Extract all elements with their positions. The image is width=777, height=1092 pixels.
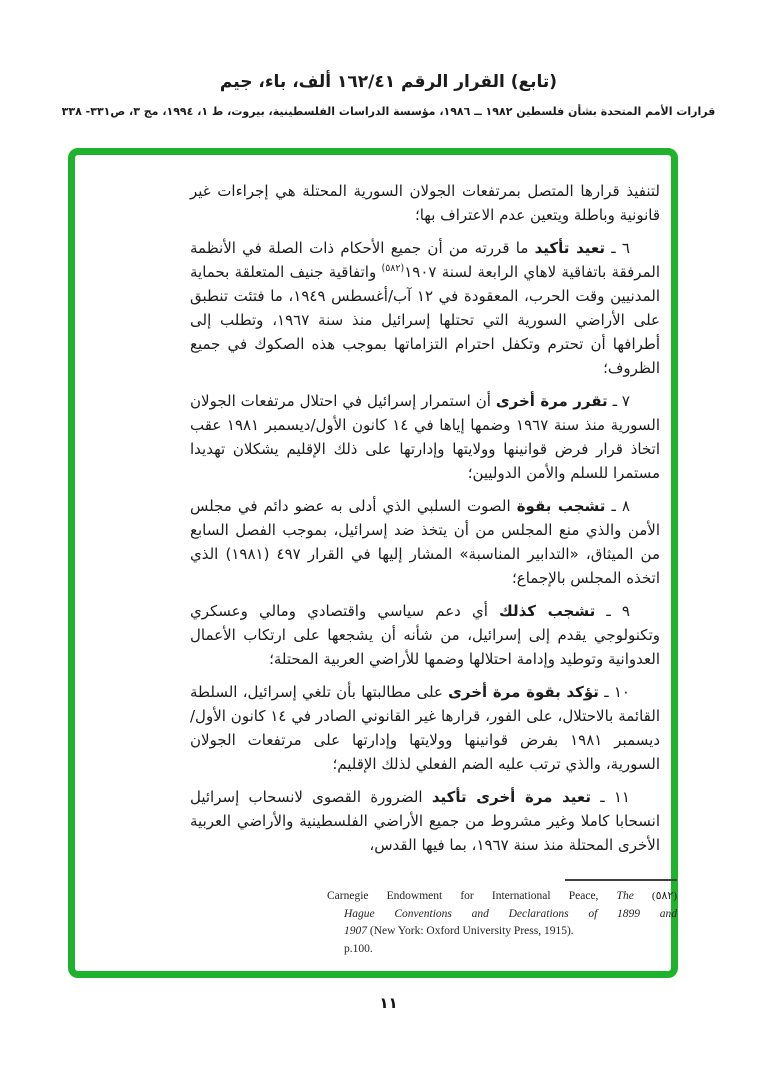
footnote-block xyxy=(327,879,677,958)
paragraph-number: ٨ ـ xyxy=(611,497,630,515)
resolution-text-body xyxy=(190,179,660,866)
paragraph-text: الصوت السلبي الذي أدلى به عضو دائم في مجلس الأمن والذي منع المجلس من أن يتخذ ضد إسرائيل، بموجب الفصل السابع من الميثاق، «التدابير المناسبة» المشار إليها في القرار ٤٩٧ (١٩٨١) الذي اتخذه المجلس بالإجماع؛ xyxy=(190,497,660,587)
paragraph-number: ٧ ـ xyxy=(612,392,630,410)
paragraph-lead: تعيد تأكيد xyxy=(534,239,605,257)
paragraph-lead: تشجب كذلك xyxy=(499,602,596,620)
paragraph-lead: تشجب بقوة xyxy=(516,497,606,515)
paragraph-text: الضرورة القصوى لانسحاب إسرائيل انسحابا كاملا وغير مشروط من جميع الأراضي الفلسطينية والأراضي العربية الأخرى المحتلة منذ سنة ١٩٦٧، بما فيها القدس، xyxy=(190,788,660,854)
paragraph-text: على مطالبتها بأن تلغي إسرائيل، السلطة القائمة بالاحتلال، على الفور، قرارها غير القانوني الصادر في ١٤ كانون الأول/ديسمبر ١٩٨١ بفرض قوانينها وولايتها وإدارتها على مرتفعات الجولان السورية، والذي ترتب عليه الضم الفعلي لذلك الإقليم؛ xyxy=(190,683,660,773)
paragraph-lead: تقرر مرة أخرى xyxy=(495,392,608,410)
footnote-line-1 xyxy=(327,888,677,906)
paragraph-text: أن استمرار إسرائيل في احتلال مرتفعات الجولان السورية منذ سنة ١٩٦٧ وضمها إياها في ١٤ كانون الأول/ديسمبر ١٩٨١ عقب اتخاذ قرار فرض قوانينها وولايتها وإدارتها على ذلك الإقليم يشكلان تهديدا مستمرا للسلم والأمن الدوليين؛ xyxy=(190,392,660,482)
paragraph-10 xyxy=(190,680,660,776)
paragraph-number: ١١ ـ xyxy=(600,788,630,806)
page-number: ١١ xyxy=(379,994,398,1012)
paragraph-11 xyxy=(190,785,660,857)
footnote-line-4: p.100. xyxy=(344,942,373,955)
footnote-line-3 xyxy=(327,923,677,941)
footnote-number: (٥٨٢) xyxy=(651,890,677,902)
footnote-title-italic: The xyxy=(616,890,634,902)
footnote-text: (New York: Oxford University Press, 1915). xyxy=(369,925,574,937)
footnote-text: Carnegie Endowment for International Peace, xyxy=(327,890,599,902)
paragraph-7 xyxy=(190,389,660,485)
paragraph-text: ما قررته من أن جميع الأحكام ذات الصلة في الأنظمة المرفقة باتفاقية لاهاي الرابعة لسنة ١٩٠٧ xyxy=(190,239,660,281)
highlight-border-box xyxy=(68,148,678,978)
paragraph-9 xyxy=(190,599,660,671)
paragraph-number: ٩ ـ xyxy=(606,602,630,620)
resolution-title: (تابع) القرار الرقم ١٦٢/٤١ ألف، باء، جيم xyxy=(219,72,558,92)
footnote-reference: (٥٨٢) xyxy=(381,263,405,274)
paragraph-lead: تؤكد بقوة مرة أخرى xyxy=(448,683,599,701)
paragraph-continuation: لتنفيذ قرارها المتصل بمرتفعات الجولان السورية المحتلة هي إجراءات غير قانونية وباطلة ويتعين عدم الاعتراف بها؛ xyxy=(190,182,660,224)
footnote-separator-rule xyxy=(565,879,677,881)
footnote-title-italic: 1907 xyxy=(344,925,367,937)
paragraph-text: أي دعم سياسي واقتصادي ومالي وعسكري وتكنولوجي يقدم إلى إسرائيل، من شأنه أن يشجعها على ارتكاب الأعمال العدوانية وتوطيد وإدامة احتلالها وضمها للأراضي العربية المحتلة؛ xyxy=(190,602,660,668)
paragraph-number: ٦ ـ xyxy=(611,239,630,257)
paragraph-lead: تعيد مرة أخرى تأكيد xyxy=(431,788,591,806)
page-header xyxy=(0,72,777,118)
paragraph-number: ١٠ ـ xyxy=(604,683,630,701)
paragraph-text: واتفاقية جنيف المتعلقة بحماية المدنيين وقت الحرب، المعقودة في ١٢ آب/أغسطس ١٩٤٩، ما فتئت تنطبق على الأراضي السورية التي تحتلها إسرائيل منذ سنة ١٩٦٧، وتطلب إلى أطرافها أن تحترم وتكفل احترام التزاماتها بموجب هذه الصكوك في جميع الظروف؛ xyxy=(190,263,661,377)
paragraph-8 xyxy=(190,494,660,590)
source-citation: قرارات الأمم المتحدة بشأن فلسطين ١٩٨٢ ــ ١٩٨٦، مؤسسة الدراسات الفلسطينية، بيروت، ط ١، ١٩٩٤، مج ٣، ص٣٣١- ٣٣٨ xyxy=(61,105,716,118)
footnote-line-2 xyxy=(327,906,677,924)
paragraph-6 xyxy=(190,236,660,380)
footnote-title-italic: Hague Conventions and Declarations of 1899 and xyxy=(344,907,677,920)
